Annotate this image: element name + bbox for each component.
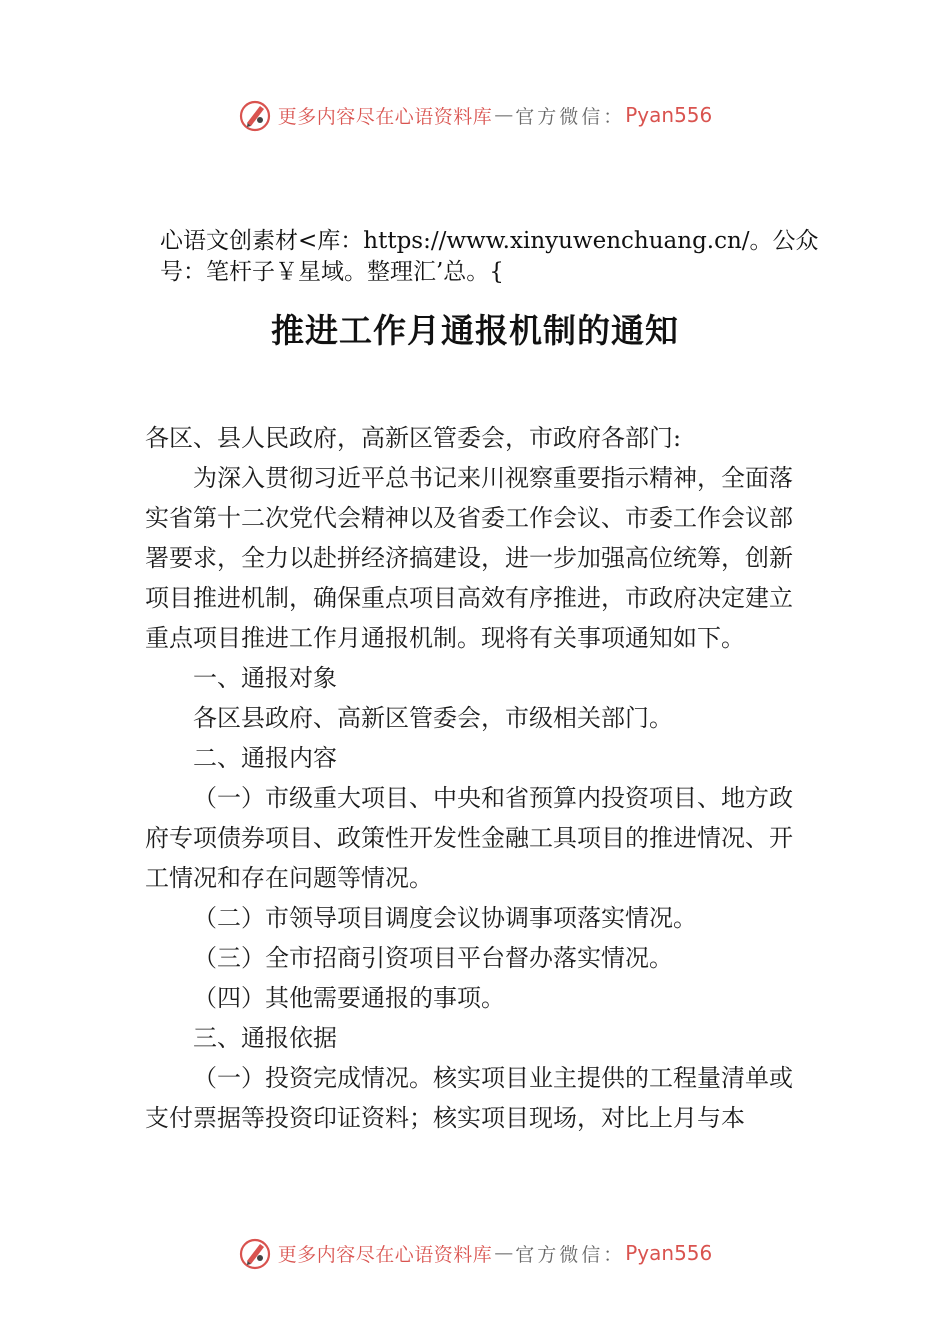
watermark-wechat-label: 官方微信： <box>515 105 626 128</box>
watermark-dash: — <box>494 1242 514 1264</box>
section-2-item-2: （二）市领导项目调度会议协调事项落实情况。 <box>193 904 697 932</box>
header-watermark <box>0 95 950 135</box>
source-note: 心语文创素材<库：https://www.xinyuwenchuang.cn/。公众号：笔杆子￥星域。整理汇’总。{ <box>160 228 819 285</box>
document-body <box>145 418 815 1138</box>
watermark-wechat-label: 官方微信： <box>515 1243 626 1266</box>
document-title: 推进工作月通报机制的通知 <box>271 311 679 350</box>
section-2-item-4: （四）其他需要通报的事项。 <box>193 984 505 1012</box>
watermark-brand-text: 更多内容尽在心语资料库 <box>277 105 493 128</box>
section-1-content: 各区县政府、高新区管委会，市级相关部门。 <box>193 704 673 732</box>
section-heading-3: 三、通报依据 <box>193 1024 337 1052</box>
section-2-item-3: （三）全市招商引资项目平台督办落实情况。 <box>193 944 673 972</box>
pen-seal-icon <box>238 1236 272 1270</box>
section-heading-2: 二、通报内容 <box>193 744 337 772</box>
watermark-brand-text: 更多内容尽在心语资料库 <box>277 1243 493 1266</box>
section-heading-1: 一、通报对象 <box>193 664 337 692</box>
watermark-wechat-id: Pyan556 <box>625 1241 713 1265</box>
watermark-wechat-id: Pyan556 <box>625 103 713 127</box>
section-3-item-1: （一）投资完成情况。核实项目业主提供的工程量清单或支付票据等投资印证资料；核实项目现场，对比上月与本 <box>145 1064 793 1132</box>
addressee-line: 各区、县人民政府，高新区管委会，市政府各部门: <box>145 424 682 452</box>
pen-seal-icon <box>238 98 272 132</box>
paragraph-intro: 为深入贯彻习近平总书记来川视察重要指示精神，全面落实省第十二次党代会精神以及省委工作会议、市委工作会议部署要求，全力以赴拼经济搞建设，进一步加强高位统筹，创新项目推进机制，确保重点项目高效有序推进，市政府决定建立重点项目推进工作月通报机制。现将有关事项通知如下。 <box>145 464 793 652</box>
footer-watermark <box>0 1233 950 1273</box>
watermark-dash: — <box>494 104 514 126</box>
section-2-item-1: （一）市级重大项目、中央和省预算内投资项目、地方政府专项债券项目、政策性开发性金融工具项目的推进情况、开工情况和存在问题等情况。 <box>145 784 793 892</box>
